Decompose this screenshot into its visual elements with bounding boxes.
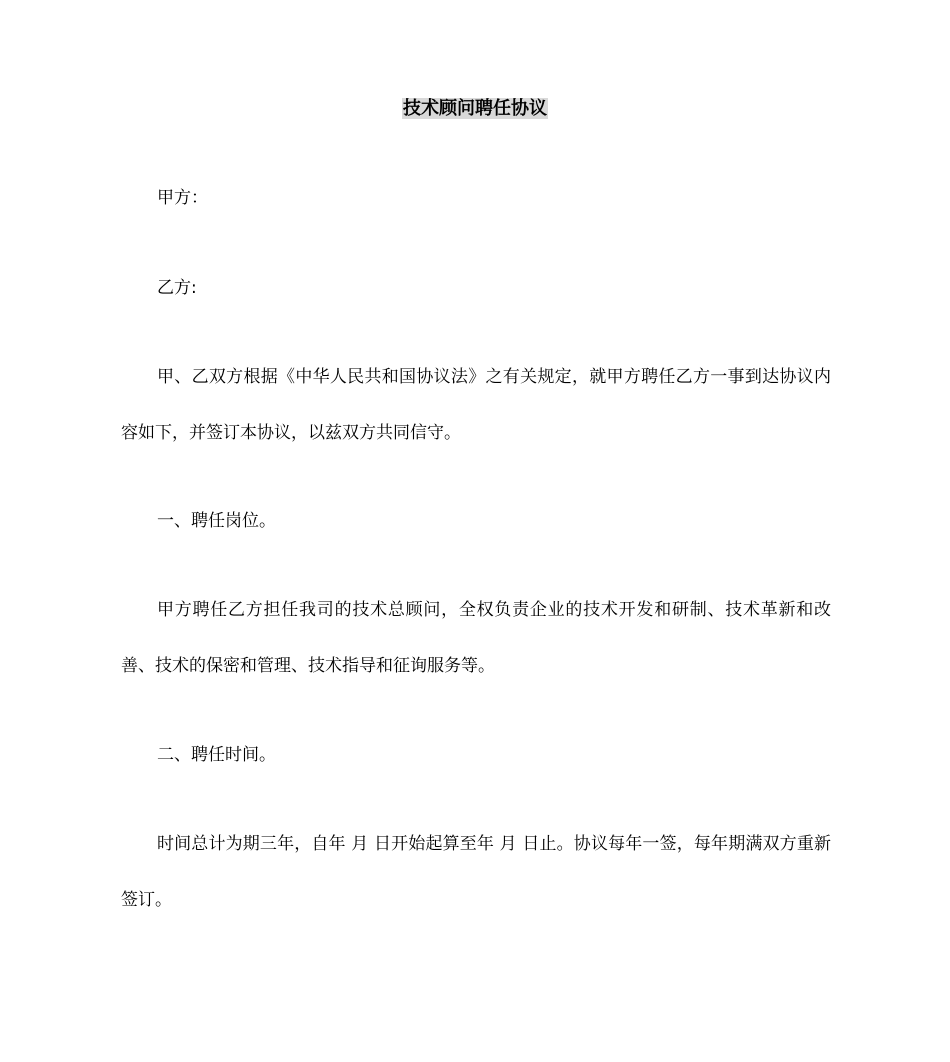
document-title-block xyxy=(0,96,950,122)
section1-paragraph: 甲方聘任乙方担任我司的技术总顾问，全权负责企业的技术开发和研制、技术革新和改善、技术的保密和管理、技术指导和征询服务等。 xyxy=(121,600,831,676)
document-title: 技术顾问聘任协议 xyxy=(403,98,547,119)
section2-heading: 二、聘任时间。 xyxy=(157,745,276,765)
section1-heading: 一、聘任岗位。 xyxy=(157,511,276,531)
section2-paragraph: 时间总计为期三年，自年 月 日开始起算至年 月 日止。协议每年一签，每年期满双方重新签订。 xyxy=(121,834,831,910)
party-b-line: 乙方: xyxy=(157,278,197,298)
intro-paragraph: 甲、乙双方根据《中华人民共和国协议法》之有关规定，就甲方聘任乙方一事到达协议内容如下，并签订本协议，以兹双方共同信守。 xyxy=(121,367,831,443)
party-a-line: 甲方： xyxy=(157,188,208,208)
